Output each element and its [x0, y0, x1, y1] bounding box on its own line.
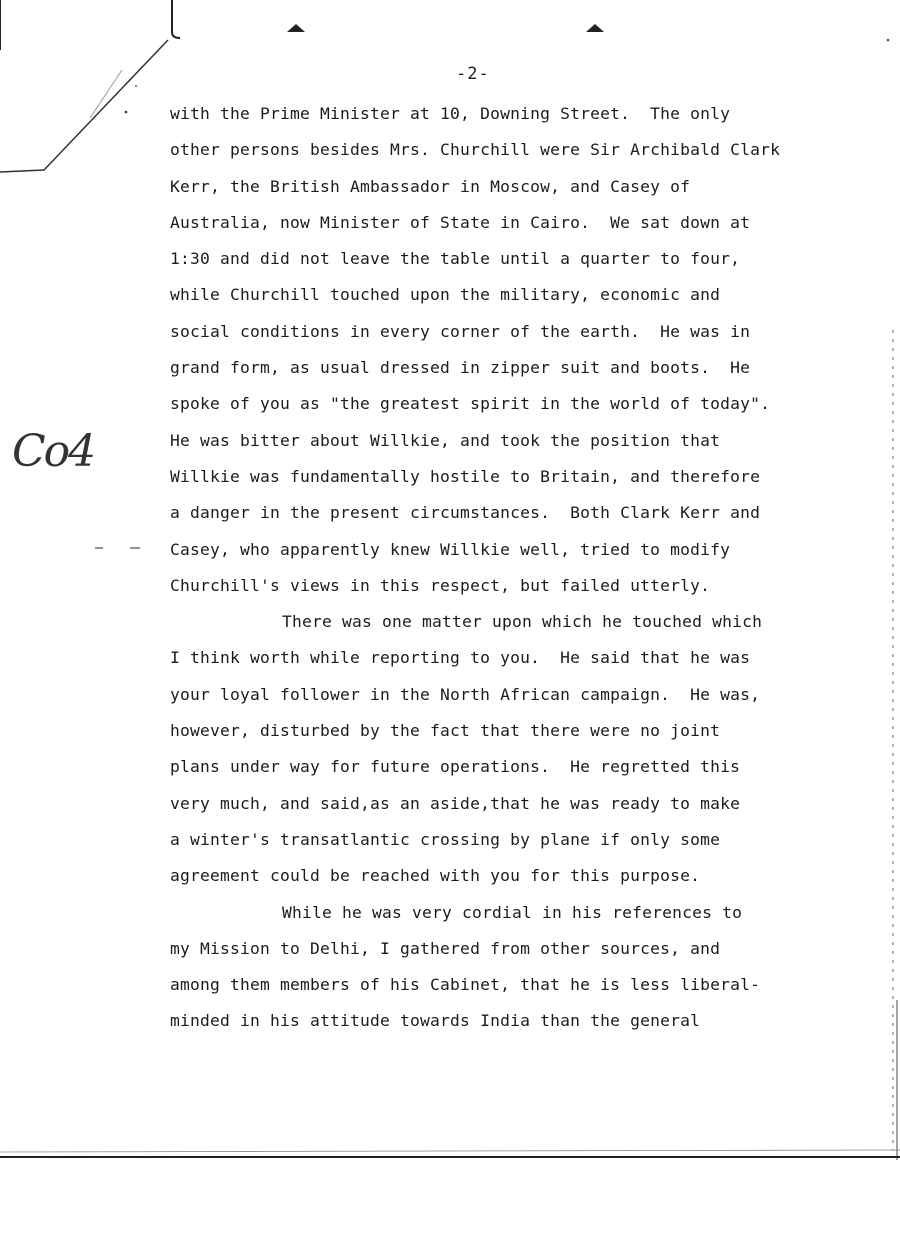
speck: [135, 85, 137, 87]
text-line: with the Prime Minister at 10, Downing Street. The only: [170, 104, 731, 123]
text-line: minded in his attitude towards India than the general: [170, 1011, 701, 1031]
text-line: Australia, now Minister of State in Cairo. We sat down at: [170, 212, 751, 232]
diagonal-crease: [0, 40, 168, 172]
text-line: a winter's transatlantic crossing by plane if only some: [170, 829, 721, 849]
letter-body: [170, 96, 850, 1040]
text-line-indented: While he was very cordial in his references to: [282, 902, 743, 922]
paragraph-2: [170, 604, 850, 894]
text-line: spoke of you as "the greatest spirit in the world of today".: [170, 394, 771, 414]
text-line: other persons besides Mrs. Churchill were Sir Archibald Clark: [170, 140, 781, 160]
punch-mark-right: [586, 24, 604, 32]
paragraph-1: [170, 96, 850, 604]
paragraph-3: [170, 895, 850, 1040]
text-line: Willkie was fundamentally hostile to Britain, and therefore: [170, 466, 761, 486]
text-line: a danger in the present circumstances. Both Clark Kerr and: [170, 503, 761, 523]
text-line: my Mission to Delhi, I gathered from other sources, and: [170, 938, 721, 958]
text-line-indented: There was one matter upon which he touched which: [282, 612, 763, 632]
text-line: He was bitter about Willkie, and took the position that: [170, 430, 721, 450]
text-line: agreement could be reached with you for this purpose.: [170, 866, 701, 886]
text-line: social conditions in every corner of the earth. He was in: [170, 321, 751, 341]
text-line: 1:30 and did not leave the table until a quarter to four,: [170, 249, 741, 269]
text-line: Casey, who apparently knew Willkie well, tried to modify: [170, 539, 731, 559]
text-line: I think worth while reporting to you. He said that he was: [170, 648, 751, 668]
faint-crease: [90, 70, 122, 118]
page-bottom-edge-thin: [0, 1150, 900, 1152]
text-line: Kerr, the British Ambassador in Moscow, and Casey of: [170, 176, 691, 196]
page-number: -2-: [456, 64, 490, 84]
text-line: your loyal follower in the North African campaign. He was,: [170, 684, 761, 704]
text-line: however, disturbed by the fact that there were no joint: [170, 721, 721, 741]
text-line: grand form, as usual dressed in zipper suit and boots. He: [170, 358, 751, 378]
text-line: very much, and said,as an aside,that he was ready to make: [170, 793, 741, 813]
corner-stroke: [172, 0, 180, 38]
speck: [125, 111, 128, 114]
text-line: plans under way for future operations. He regretted this: [170, 757, 741, 777]
text-line: Churchill's views in this respect, but failed utterly.: [170, 575, 711, 595]
speck: [887, 39, 890, 42]
text-line: while Churchill touched upon the military, economic and: [170, 285, 721, 305]
handwritten-margin-note: Co4: [12, 426, 95, 477]
text-line: among them members of his Cabinet, that he is less liberal-: [170, 975, 761, 995]
punch-mark-left: [287, 24, 305, 32]
